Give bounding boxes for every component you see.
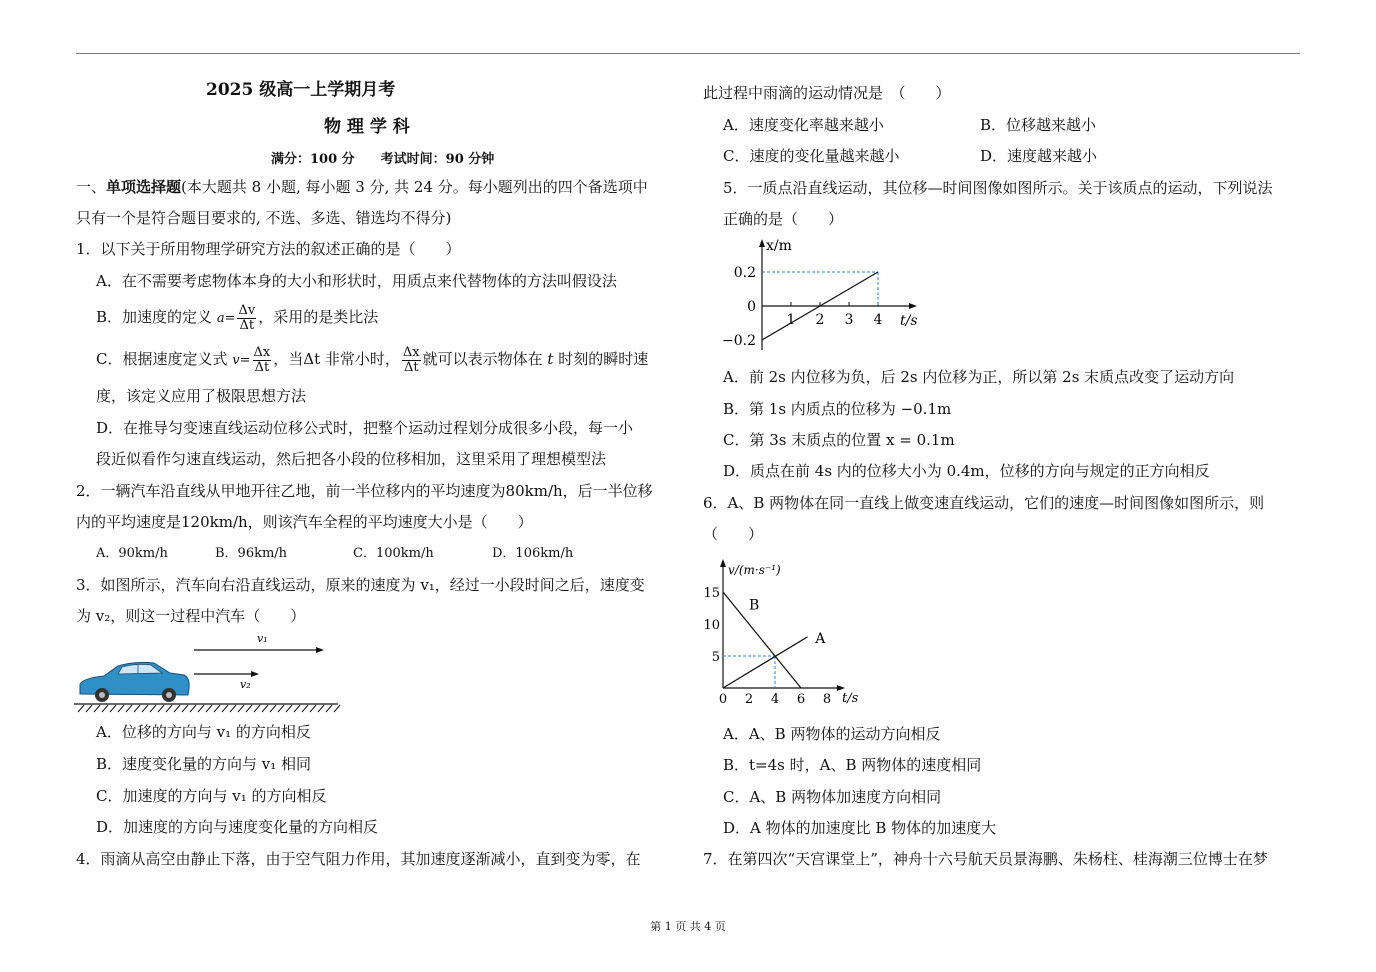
y-tick-label: −0.2 bbox=[722, 333, 756, 349]
q2-option-c: C．100km/h bbox=[353, 546, 434, 561]
q2-option-a: A．90km/h bbox=[96, 546, 168, 561]
q4-option-a: A．速度变化率越来越小 bbox=[723, 116, 884, 134]
q5-option-c: C．第 3s 末质点的位置 x = 0.1m bbox=[723, 431, 955, 449]
q6-option-b: B．t=4s 时，A、B 两物体的速度相同 bbox=[723, 756, 982, 774]
x-tick-label: 3 bbox=[844, 312, 854, 328]
subject-title: 物 理 学 科 bbox=[324, 117, 410, 137]
y-axis-label: x/m bbox=[766, 238, 792, 254]
exam-title: 2025 级高一上学期月考 bbox=[206, 80, 396, 100]
y-tick-label: 0.2 bbox=[733, 265, 756, 281]
series-label-a: A bbox=[815, 631, 826, 648]
score-time: 满分：100 分 考试时间：90 分钟 bbox=[271, 152, 495, 167]
q2-stem-line2: 内的平均速度是120km/h，则该汽车全程的平均速度大小是（ ） bbox=[76, 513, 533, 531]
y-tick-label: 0 bbox=[747, 299, 756, 315]
q3-option-a: A．位移的方向与 v₁ 的方向相反 bbox=[96, 723, 311, 741]
y-tick-label: 5 bbox=[711, 650, 720, 665]
y-axis-label: v/(m·s⁻¹) bbox=[728, 563, 781, 577]
q4-option-d: D．速度越来越小 bbox=[980, 147, 1098, 165]
x-axis-arrow bbox=[909, 303, 917, 309]
x-tick-label: 1 bbox=[786, 312, 796, 328]
q4-option-c: C．速度的变化量越来越小 bbox=[723, 147, 900, 165]
vt-chart bbox=[700, 556, 870, 708]
fig-v2-label: v₂ bbox=[240, 678, 251, 691]
x-axis-label: t/s bbox=[900, 313, 918, 329]
x-tick-label: 8 bbox=[822, 692, 832, 707]
x-tick-label: 0 bbox=[718, 692, 728, 707]
y-tick-label: 15 bbox=[703, 586, 720, 601]
q5-option-d: D．质点在前 4s 内的位移大小为 0.4m，位移的方向与规定的正方向相反 bbox=[723, 462, 1210, 480]
q3-option-d: D．加速度的方向与速度变化量的方向相反 bbox=[96, 818, 379, 836]
q2-option-b: B．96km/h bbox=[215, 546, 288, 561]
q5-stem: 5．一质点沿直线运动，其位移—时间图像如图所示。关于该质点的运动，下列说法 bbox=[723, 179, 1273, 197]
q3-stem-line2: 为 v₂，则这一过程中汽车（ ） bbox=[76, 607, 306, 625]
xt-chart bbox=[720, 234, 930, 356]
section-heading-line2: 只有一个是符合题目要求的, 不选、多选、错选均不得分) bbox=[76, 209, 452, 227]
q1-option-d: D．在推导匀变速直线运动位移公式时，把整个运动过程划分成很多小段，每一小 bbox=[96, 419, 634, 437]
q1-option-c: C．根据速度定义式 v= $\frac{\Delta x}{\Delta t}$ ，当Δt 非常小时， $\frac{\Delta x}{\Delta t}$ 就可以表示物体在 t 时刻的瞬时速 bbox=[96, 344, 649, 375]
q4-stem: 4．雨滴从高空由静止下落，由于空气阻力作用，其加速度逐渐减小，直到变为零，在 bbox=[76, 850, 641, 868]
q1-option-c-line2: 度，该定义应用了极限思想方法 bbox=[96, 387, 307, 405]
x-axis-label: t/s bbox=[842, 691, 859, 706]
ground-hatch bbox=[78, 705, 340, 712]
car-figure bbox=[74, 628, 344, 718]
q5-option-b: B．第 1s 内质点的位移为 −0.1m bbox=[723, 400, 952, 418]
y-axis-arrow bbox=[720, 559, 726, 567]
q1-option-a: A．在不需要考虑物体本身的大小和形状时，用质点来代替物体的方法叫假设法 bbox=[96, 272, 617, 290]
fig-v1-label: v₁ bbox=[257, 632, 268, 645]
q1-option-d-line2: 段近似看作匀速直线运动，然后把各小段的位移相加，这里采用了理想模型法 bbox=[96, 450, 607, 468]
q7-stem: 7．在第四次“天宫课堂上”，神舟十六号航天员景海鹏、朱杨柱、桂海潮三位博士在梦 bbox=[703, 850, 1268, 868]
q3-option-c: C．加速度的方向与 v₁ 的方向相反 bbox=[96, 787, 327, 805]
x-tick-label: 2 bbox=[815, 312, 825, 328]
q2-stem: 2．一辆汽车沿直线从甲地开往乙地，前一半位移内的平均速度为80km/h，后一半位移 bbox=[76, 482, 653, 500]
q5-stem-line2: 正确的是（ ） bbox=[723, 210, 844, 228]
q6-stem-line2: （ ） bbox=[703, 525, 764, 543]
q2-option-d: D．106km/h bbox=[492, 546, 574, 561]
y-axis-arrow bbox=[759, 239, 765, 247]
q6-option-c: C．A、B 两物体加速度方向相同 bbox=[723, 788, 942, 806]
q6-option-d: D．A 物体的加速度比 B 物体的加速度大 bbox=[723, 819, 997, 837]
series-line-b bbox=[723, 592, 801, 688]
x-tick-label: 4 bbox=[873, 312, 883, 328]
q3-option-b: B．速度变化量的方向与 v₁ 相同 bbox=[96, 755, 312, 773]
series-label-b: B bbox=[749, 597, 760, 614]
q4-option-b: B．位移越来越小 bbox=[980, 116, 1097, 134]
header-rule bbox=[76, 53, 1300, 54]
q5-option-a: A．前 2s 内位移为负，后 2s 内位移为正，所以第 2s 末质点改变了运动方向 bbox=[723, 368, 1235, 386]
q1-option-b: B．加速度的定义 a= $\frac{\Delta v}{\Delta t}$ ，采用的是类比法 bbox=[96, 302, 379, 333]
q6-option-a: A．A、B 两物体的运动方向相反 bbox=[723, 725, 941, 743]
q4-stem-line2: 此过程中雨滴的运动情况是 （ ） bbox=[703, 84, 951, 102]
x-tick-label: 2 bbox=[744, 692, 754, 707]
y-tick-label: 10 bbox=[703, 618, 720, 633]
q6-stem: 6．A、B 两物体在同一直线上做变速直线运动，它们的速度—时间图像如图所示，则 bbox=[703, 494, 1265, 512]
x-tick-label: 6 bbox=[796, 692, 806, 707]
q1-stem: 1．以下关于所用物理学研究方法的叙述正确的是（ ） bbox=[76, 240, 461, 258]
q3-stem: 3．如图所示，汽车向右沿直线运动，原来的速度为 v₁，经过一小段时间之后，速度变 bbox=[76, 576, 645, 594]
page-footer: 第 1 页 共 4 页 bbox=[650, 920, 726, 933]
x-tick-label: 4 bbox=[770, 692, 780, 707]
section-heading: 一、单项选择题(本大题共 8 小题, 每小题 3 分, 共 24 分。每小题列出的四个备选项中 bbox=[76, 178, 648, 196]
